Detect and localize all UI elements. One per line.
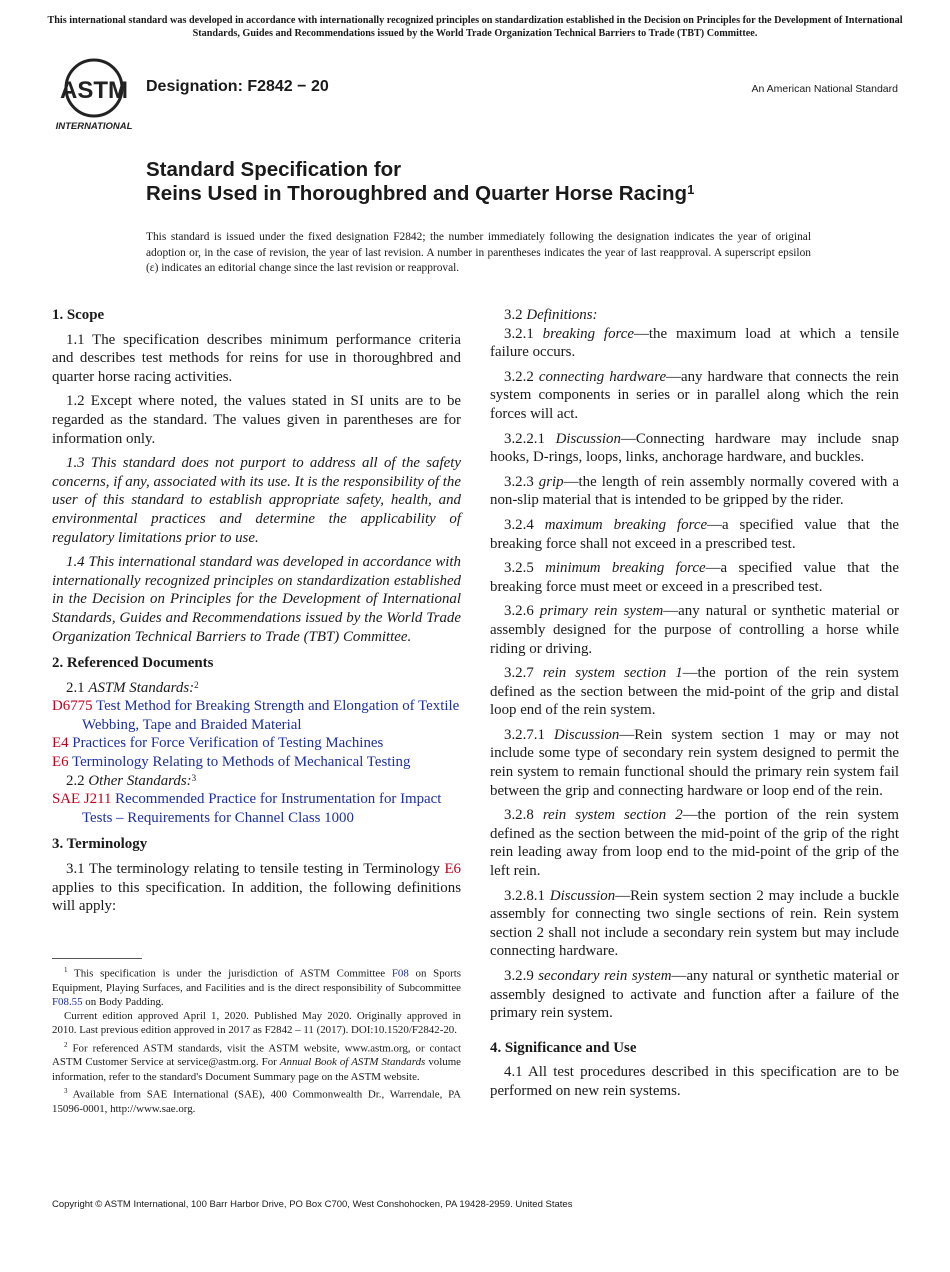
para-2-2: 2.2 Other Standards:$^3$ <box>66 772 197 789</box>
footnote-2: $^2$ For referenced ASTM standards, visit the ASTM website, www.astm.org, or contact ASTM Customer Service at service@astm.org. For Annual Book of ASTM Standards volume information, refer to the standard's Document Summary page on the ASTM website. <box>52 1040 462 1083</box>
reference-code[interactable]: E6 <box>52 754 69 771</box>
copyright: Copyright © ASTM International, 100 Barr Harbor Drive, PO Box C700, West Conshohocken, PA 19428-2959. United States <box>52 1199 573 1210</box>
astm-reference-list <box>52 697 461 771</box>
right-column <box>490 306 899 1107</box>
reference-code[interactable]: D6775 <box>52 698 93 715</box>
definition-term: primary rein system <box>539 603 664 620</box>
definition-term: Discussion <box>549 887 616 904</box>
link-f08-55[interactable]: F08.55 <box>52 996 83 1009</box>
section-1-heading: 1. Scope <box>52 307 105 323</box>
para-1-2: 1.2 Except where noted, the values stated in SI units are to be regarded as the standard. The values given in parentheses are for information only. <box>52 393 461 447</box>
issuance-note: This standard is issued under the fixed designation F2842; the number immediately following the designation indicates the year of original adoption or, in the case of revision, the year of last revision. A number in parentheses indicates the year of last reapproval. A superscript epsilon (ε) indicates an editorial change since the last revision or reapproval. <box>146 231 811 275</box>
definition-term: grip <box>538 473 564 490</box>
definition-item: 3.2.3 grip—the length of rein assembly normally covered with a non-slip material that is intended to be gripped by the rider. <box>490 473 899 509</box>
reference-title[interactable]: Terminology Relating to Methods of Mechanical Testing <box>72 754 411 771</box>
definition-term: rein system section 1 <box>542 665 683 682</box>
reference-title[interactable]: Practices for Force Verification of Testing Machines <box>72 735 384 752</box>
link-e6[interactable]: E6 <box>444 861 461 878</box>
reference-item[interactable] <box>52 734 461 753</box>
definitions-list <box>490 325 899 1023</box>
para-3-2: 3.2 Definitions: <box>504 307 598 323</box>
title-line-1: Standard Specification for <box>146 158 402 181</box>
reference-code[interactable]: E4 <box>52 735 69 752</box>
section-4-heading: 4. Significance and Use <box>490 1039 637 1056</box>
svg-text:ASTM: ASTM <box>60 77 128 104</box>
astm-logo <box>54 58 134 132</box>
reference-item[interactable] <box>52 753 461 772</box>
reference-code[interactable]: SAE J211 <box>52 791 112 808</box>
national-standard-label: An American National Standard <box>751 83 898 95</box>
reference-item[interactable] <box>52 697 461 734</box>
title-line-2: Reins Used in Thoroughbred and Quarter Horse Racing$^1$ <box>146 182 695 205</box>
reference-item-sae[interactable] <box>52 790 461 827</box>
definition-item: 3.2.1 breaking force—the maximum load at which a tensile failure occurs. <box>490 325 899 361</box>
para-1-1: 1.1 The specification describes minimum performance criteria and describes test methods for reins for use in thoroughbred and quarter horse racing activities. <box>52 331 461 385</box>
footnote-1: $^1$ This specification is under the jurisdiction of ASTM Committee F08 on Sports Equipment, Playing Surfaces, and Facilities and is the direct responsibility of Subcommittee F08.55 on Body Padding. <box>52 966 461 1009</box>
para-4-1: 4.1 All test procedures described in this specification are to be performed on new rein systems. <box>490 1064 899 1099</box>
definition-item: 3.2.7 rein system section 1—the portion of the rein system defined as the section between the mid-point of the grip and distal loop end of the rein system. <box>490 665 899 719</box>
footnotes <box>52 958 461 1116</box>
left-column <box>52 306 461 922</box>
footnote-edition: Current edition approved April 1, 2020. Published May 2020. Originally approved in 2010. Last previous edition approved in 2017 as F2842 – 11 (2017). DOI:10.1520/F2842-20. <box>52 1010 461 1037</box>
reference-title[interactable]: Recommended Practice for Instrumentation for Impact Tests – Requirements for Channel Class 1000 <box>82 791 442 826</box>
reference-title[interactable]: Test Method for Breaking Strength and Elongation of Textile Webbing, Tape and Braided Material <box>82 698 460 733</box>
definition-item: 3.2.8.1 Discussion—Rein system section 2 may include a buckle assembly for connecting two single sections of rein. Rein system section 2 shall not include a secondary rein system but may include connecting hardware. <box>490 887 899 960</box>
definition-item: 3.2.8 rein system section 2—the portion of the rein system defined as the section between the mid-point of the grip of the right rein leading away from loop end to the mid-point of the grip of the left rein. <box>490 807 899 880</box>
definition-item: 3.2.7.1 Discussion—Rein system section 1 may or may not include some type of secondary rein system designed to permit the rein system to remain functional should the primary rein system fail between the grip and connecting hardware or loop end of the rein. <box>490 726 899 799</box>
para-1-3: 1.3 This standard does not purport to address all of the safety concerns, if any, associated with its use. It is the responsibility of the user of this standard to establish appropriate safety, health, and environmental practices and determine the applicability of regulatory limitations prior to use. <box>52 455 461 546</box>
definition-item: 3.2.9 secondary rein system—any natural or synthetic material or assembly designed to activate and function after a failure of the primary rein system. <box>490 968 899 1022</box>
link-f08[interactable]: F08 <box>391 967 409 980</box>
definition-term: minimum breaking force <box>545 560 706 577</box>
para-3-1: 3.1 The terminology relating to tensile testing in Terminology E6 applies to this specification. In addition, the following definitions will apply: <box>52 861 461 915</box>
footnote-divider <box>52 958 142 959</box>
svg-text:INTERNATIONAL: INTERNATIONAL <box>55 121 133 132</box>
definition-item: 3.2.6 primary rein system—any natural or synthetic material or assembly designed for the purpose of controlling a horse while riding or driving. <box>490 603 899 657</box>
definition-term: breaking force <box>542 325 634 342</box>
definition-item: 3.2.4 maximum breaking force—a specified value that the breaking force shall not exceed in a prescribed test. <box>490 516 900 552</box>
definition-term: connecting hardware <box>538 368 667 385</box>
designation: Designation: F2842 − 20 <box>146 78 329 95</box>
section-2-heading: 2. Referenced Documents <box>52 655 214 672</box>
para-1-4: 1.4 This international standard was developed in accordance with internationally recognized principles on standardization established in the Decision on Principles for the Development of International Standards, Guides and Recommendations issued by the World Trade Organization Technical Barriers to Trade (TBT) Committee. <box>52 554 461 645</box>
definition-item: 3.2.2.1 Discussion—Connecting hardware may include snap hooks, D-rings, loops, links, anchorage hardware, and buckles. <box>490 430 899 466</box>
title-footnote-marker: 1 <box>687 182 695 197</box>
definition-term: maximum breaking force <box>544 516 708 533</box>
definition-term: rein system section 2 <box>542 807 683 824</box>
page-title <box>146 158 906 206</box>
definition-term: Discussion <box>553 726 620 743</box>
definition-term: secondary rein system <box>538 968 672 984</box>
definition-term: Discussion <box>555 430 621 447</box>
footnote-3: $^3$ Available from SAE International (SAE), 400 Commonwealth Dr., Warrendale, PA 15096-0001, http://www.sae.org. <box>52 1086 461 1115</box>
para-2-1: 2.1 ASTM Standards:$^2$ <box>66 679 199 696</box>
wto-notice: This international standard was developed in accordance with internationally recognized principles on standardization established in the Decision on Principles for the Development of International Standards, Guides and Recommendations issued by the World Trade Organization Technical Barriers to Trade (TBT) Committee. <box>47 15 903 39</box>
definition-item: 3.2.2 connecting hardware—any hardware that connects the rein system components in series or in parallel along which the rein forces will act. <box>490 368 899 422</box>
definition-item: 3.2.5 minimum breaking force—a specified value that the breaking force must meet or exceed in a prescribed test. <box>490 560 899 595</box>
section-3-heading: 3. Terminology <box>52 836 148 853</box>
